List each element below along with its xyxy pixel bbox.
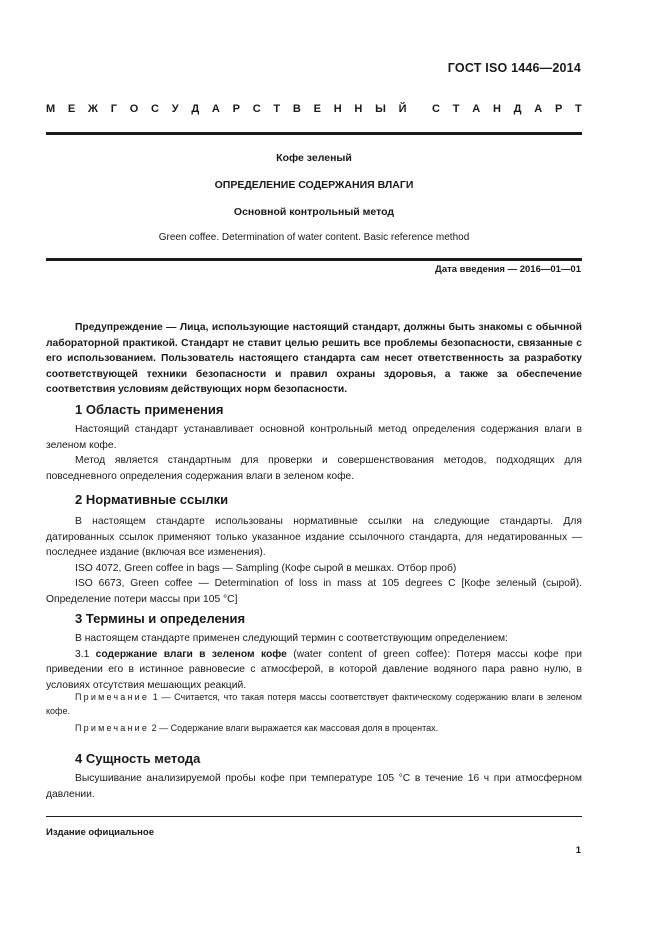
- banner-letter: А: [534, 103, 543, 115]
- banner-letter: Н: [354, 103, 363, 115]
- banner-letter: Е: [67, 103, 76, 115]
- note-1-text: — Считается, что такая потеря массы соответствует фактическому содержанию влаги в зеленом кофе.: [46, 692, 582, 716]
- banner-letter: Е: [313, 103, 321, 115]
- footer-rule: [46, 816, 582, 817]
- section-4-p1: Высушивание анализируемой пробы кофе при температуре 105 °С в течение 16 ч при атмосферном давлении.: [46, 773, 582, 800]
- note-1-number: 1: [152, 692, 158, 702]
- section-4-heading: 4 Сущность метода: [75, 751, 201, 766]
- section-2-p2: ISO 4072, Green coffee in bags — Sampling (Кофе сырой в мешках. Отбор проб): [75, 562, 457, 574]
- title-rule: [46, 258, 582, 261]
- banner-letter: С: [432, 103, 440, 115]
- interstate-standard-banner: [46, 103, 582, 115]
- note-2: [46, 721, 582, 735]
- banner-letter: У: [171, 103, 179, 115]
- section-1-heading: 1 Область применения: [75, 402, 224, 417]
- banner-letter: О: [129, 103, 139, 115]
- banner-letter: Т: [575, 103, 582, 115]
- banner-letter: Д: [191, 103, 200, 115]
- term-number: 3.1: [75, 648, 90, 660]
- section-3-body: [46, 631, 582, 693]
- section-2-p1: В настоящем стандарте использованы нормативные ссылки на следующие стандарты. Для датированных ссылок применяют только указанное издание ссылочного стандарта, для недатированных — последнее издание (включая все изменения).: [46, 516, 582, 558]
- banner-letter: Ж: [88, 103, 98, 115]
- banner-letter: Д: [513, 103, 522, 115]
- note-2-number: 2: [151, 723, 157, 733]
- document-code: ГОСТ ISO 1446—2014: [447, 61, 581, 75]
- section-3-heading: 3 Термины и определения: [75, 611, 246, 626]
- note-2-text: — Содержание влаги выражается как массовая доля в процентах.: [159, 723, 439, 733]
- warning-text: Предупреждение — Лица, использующие настоящий стандарт, должны быть знакомы с обычной лабораторной практикой. Стандарт не ставит целью решить все проблемы безопасности, связанные с его использованием. Пользователь настоящего стандарта сам несет ответственность за разработку соответствующей техники безопасности и правил охраны здоровья, а также за обеспечение соответствия условиям действующих норм безопасности.: [46, 322, 582, 395]
- title-main: ОПРЕДЕЛЕНИЕ СОДЕРЖАНИЯ ВЛАГИ: [214, 179, 414, 191]
- page-number: 1: [575, 845, 581, 856]
- title-product: Кофе зеленый: [276, 152, 352, 164]
- note-2-label: Примечание: [75, 723, 150, 733]
- banner-letter: Р: [232, 103, 240, 115]
- term-definition: (water content of green coffee): Потеря массы кофе при приведении его в истинное равновесие с атмосферой, в которой давление водяного пара равно нулю, в условиях отсутствия мешающих реакций.: [46, 648, 582, 691]
- banner-letter: В: [292, 103, 301, 115]
- note-1: [46, 690, 582, 718]
- official-edition-label: Издание официальное: [46, 827, 154, 838]
- section-3-term: [46, 647, 582, 694]
- banner-letter: Н: [333, 103, 342, 115]
- section-4-body: [46, 771, 582, 802]
- banner-letter: С: [252, 103, 261, 115]
- introduction-date: Дата введения — 2016—01—01: [435, 264, 581, 275]
- warning-paragraph: [46, 320, 582, 398]
- term-title: содержание влаги в зеленом кофе: [95, 648, 287, 660]
- section-3-p1: В настоящем стандарте применен следующий термин с соответствующим определением:: [75, 633, 508, 644]
- banner-letter: А: [472, 103, 481, 115]
- header-rule: [46, 132, 582, 135]
- section-1-body: [46, 422, 582, 484]
- title-method: Основной контрольный метод: [233, 206, 395, 218]
- banner-letter: Т: [452, 103, 460, 115]
- section-2-p3: ISO 6673, Green coffee — Determination of loss in mass at 105 degrees C [Кофе зеленый (сырой). Определение потери массы при 105 °С]: [46, 578, 582, 605]
- section-2-heading: 2 Нормативные ссылки: [75, 492, 229, 507]
- banner-letter: С: [151, 103, 159, 115]
- note-1-label: Примечание: [75, 692, 150, 702]
- banner-letter: М: [46, 103, 56, 115]
- banner-letter: Г: [110, 103, 117, 115]
- banner-letter: Н: [492, 103, 501, 115]
- banner-letter: Ы: [375, 103, 386, 115]
- section-2-body: [46, 514, 582, 607]
- section-1-p1: Настоящий стандарт устанавливает основной контрольный метод определения содержания влаги в зеленом кофе.: [46, 424, 582, 451]
- banner-letter: Т: [273, 103, 281, 115]
- banner-letter: А: [211, 103, 220, 115]
- title-english: Green coffee. Determination of water content. Basic reference method: [158, 232, 470, 243]
- banner-letter: Р: [554, 103, 563, 115]
- banner-letter: Й: [398, 103, 407, 115]
- section-1-p2: Метод является стандартным для проверки и совершенствования методов, подходящих для повседневного определения содержания влаги в зеленом кофе.: [46, 455, 582, 482]
